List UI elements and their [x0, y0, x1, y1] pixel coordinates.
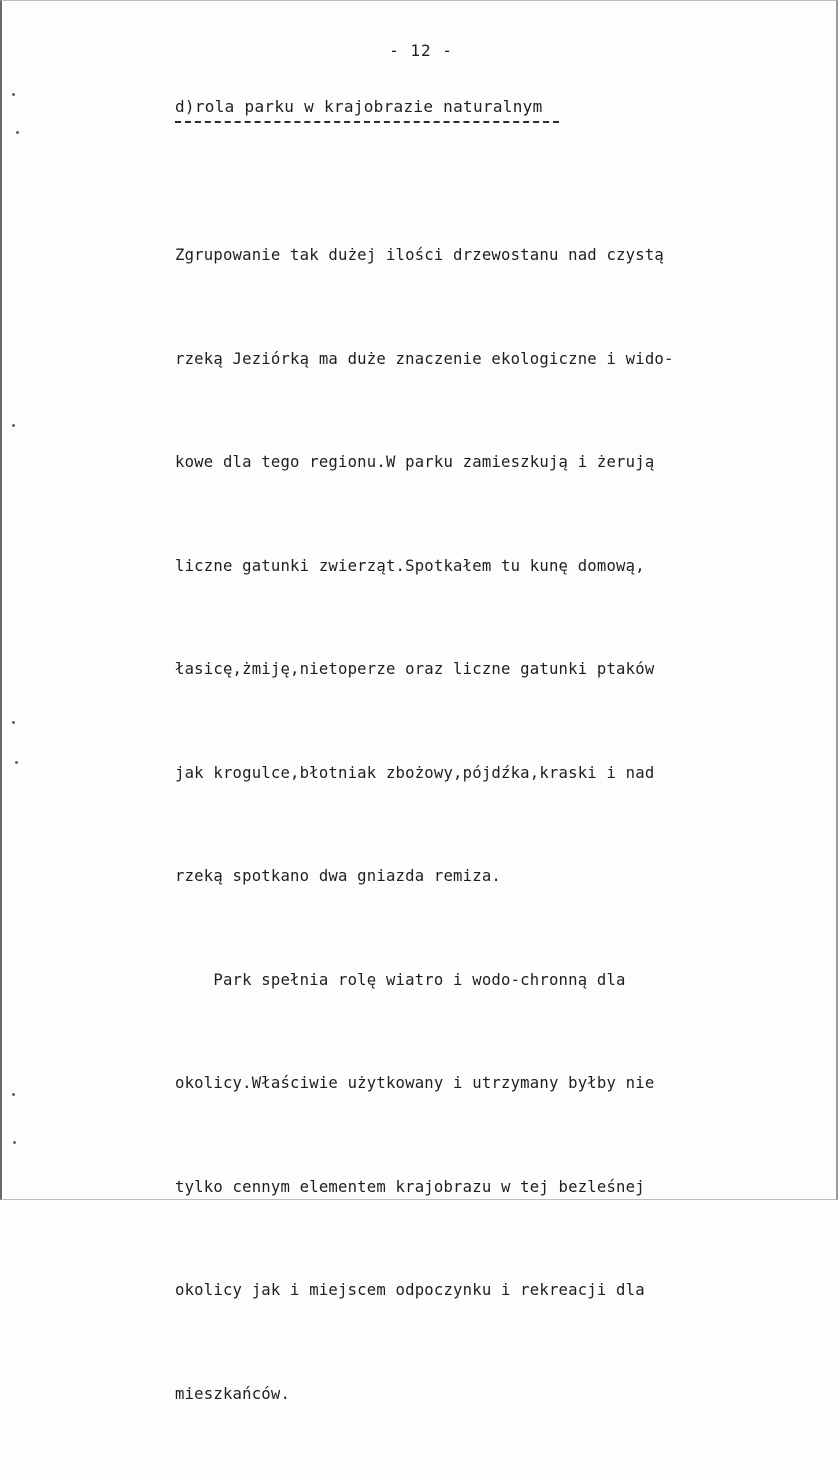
margin-speck	[12, 93, 15, 96]
margin-speck	[12, 721, 15, 724]
body-line: okolicy jak i miejscem odpoczynku i rekreacji dla	[175, 1281, 645, 1299]
margin-speck	[12, 424, 15, 427]
page-number: - 12 -	[389, 41, 453, 60]
body-text	[175, 169, 835, 1480]
body-line: Zgrupowanie tak dużej ilości drzewostanu nad czystą	[175, 246, 664, 264]
margin-speck	[12, 1093, 15, 1096]
body-line: okolicy.Właściwie użytkowany i utrzymany byłby nie	[175, 1074, 655, 1092]
margin-speck	[15, 761, 18, 764]
body-line: rzeką spotkano dwa gniazda remiza.	[175, 867, 501, 885]
body-line: kowe dla tego regionu.W parku zamieszkują i żerują	[175, 453, 655, 471]
body-line: liczne gatunki zwierząt.Spotkałem tu kunę domową,	[175, 556, 645, 575]
body-line: tylko cennym elementem krajobrazu w tej bezleśnej	[175, 1177, 645, 1196]
body-line: łasicę,żmiję,nietoperze oraz liczne gatunki ptaków	[175, 660, 655, 678]
body-line: Park spełnia rolę wiatro i wodo-chronną dla	[175, 970, 626, 989]
margin-speck	[13, 1141, 16, 1144]
section-heading: d)rola parku w krajobrazie naturalnym	[175, 97, 543, 116]
body-line: rzeką Jeziórką ma duże znaczenie ekologiczne i wido-	[175, 349, 674, 368]
body-line: jak krogulce,błotniak zbożowy,pójdźka,kraski i nad	[175, 763, 655, 782]
heading-underline	[175, 121, 559, 123]
margin-speck	[16, 131, 19, 134]
body-line: mieszkańców.	[175, 1384, 291, 1403]
